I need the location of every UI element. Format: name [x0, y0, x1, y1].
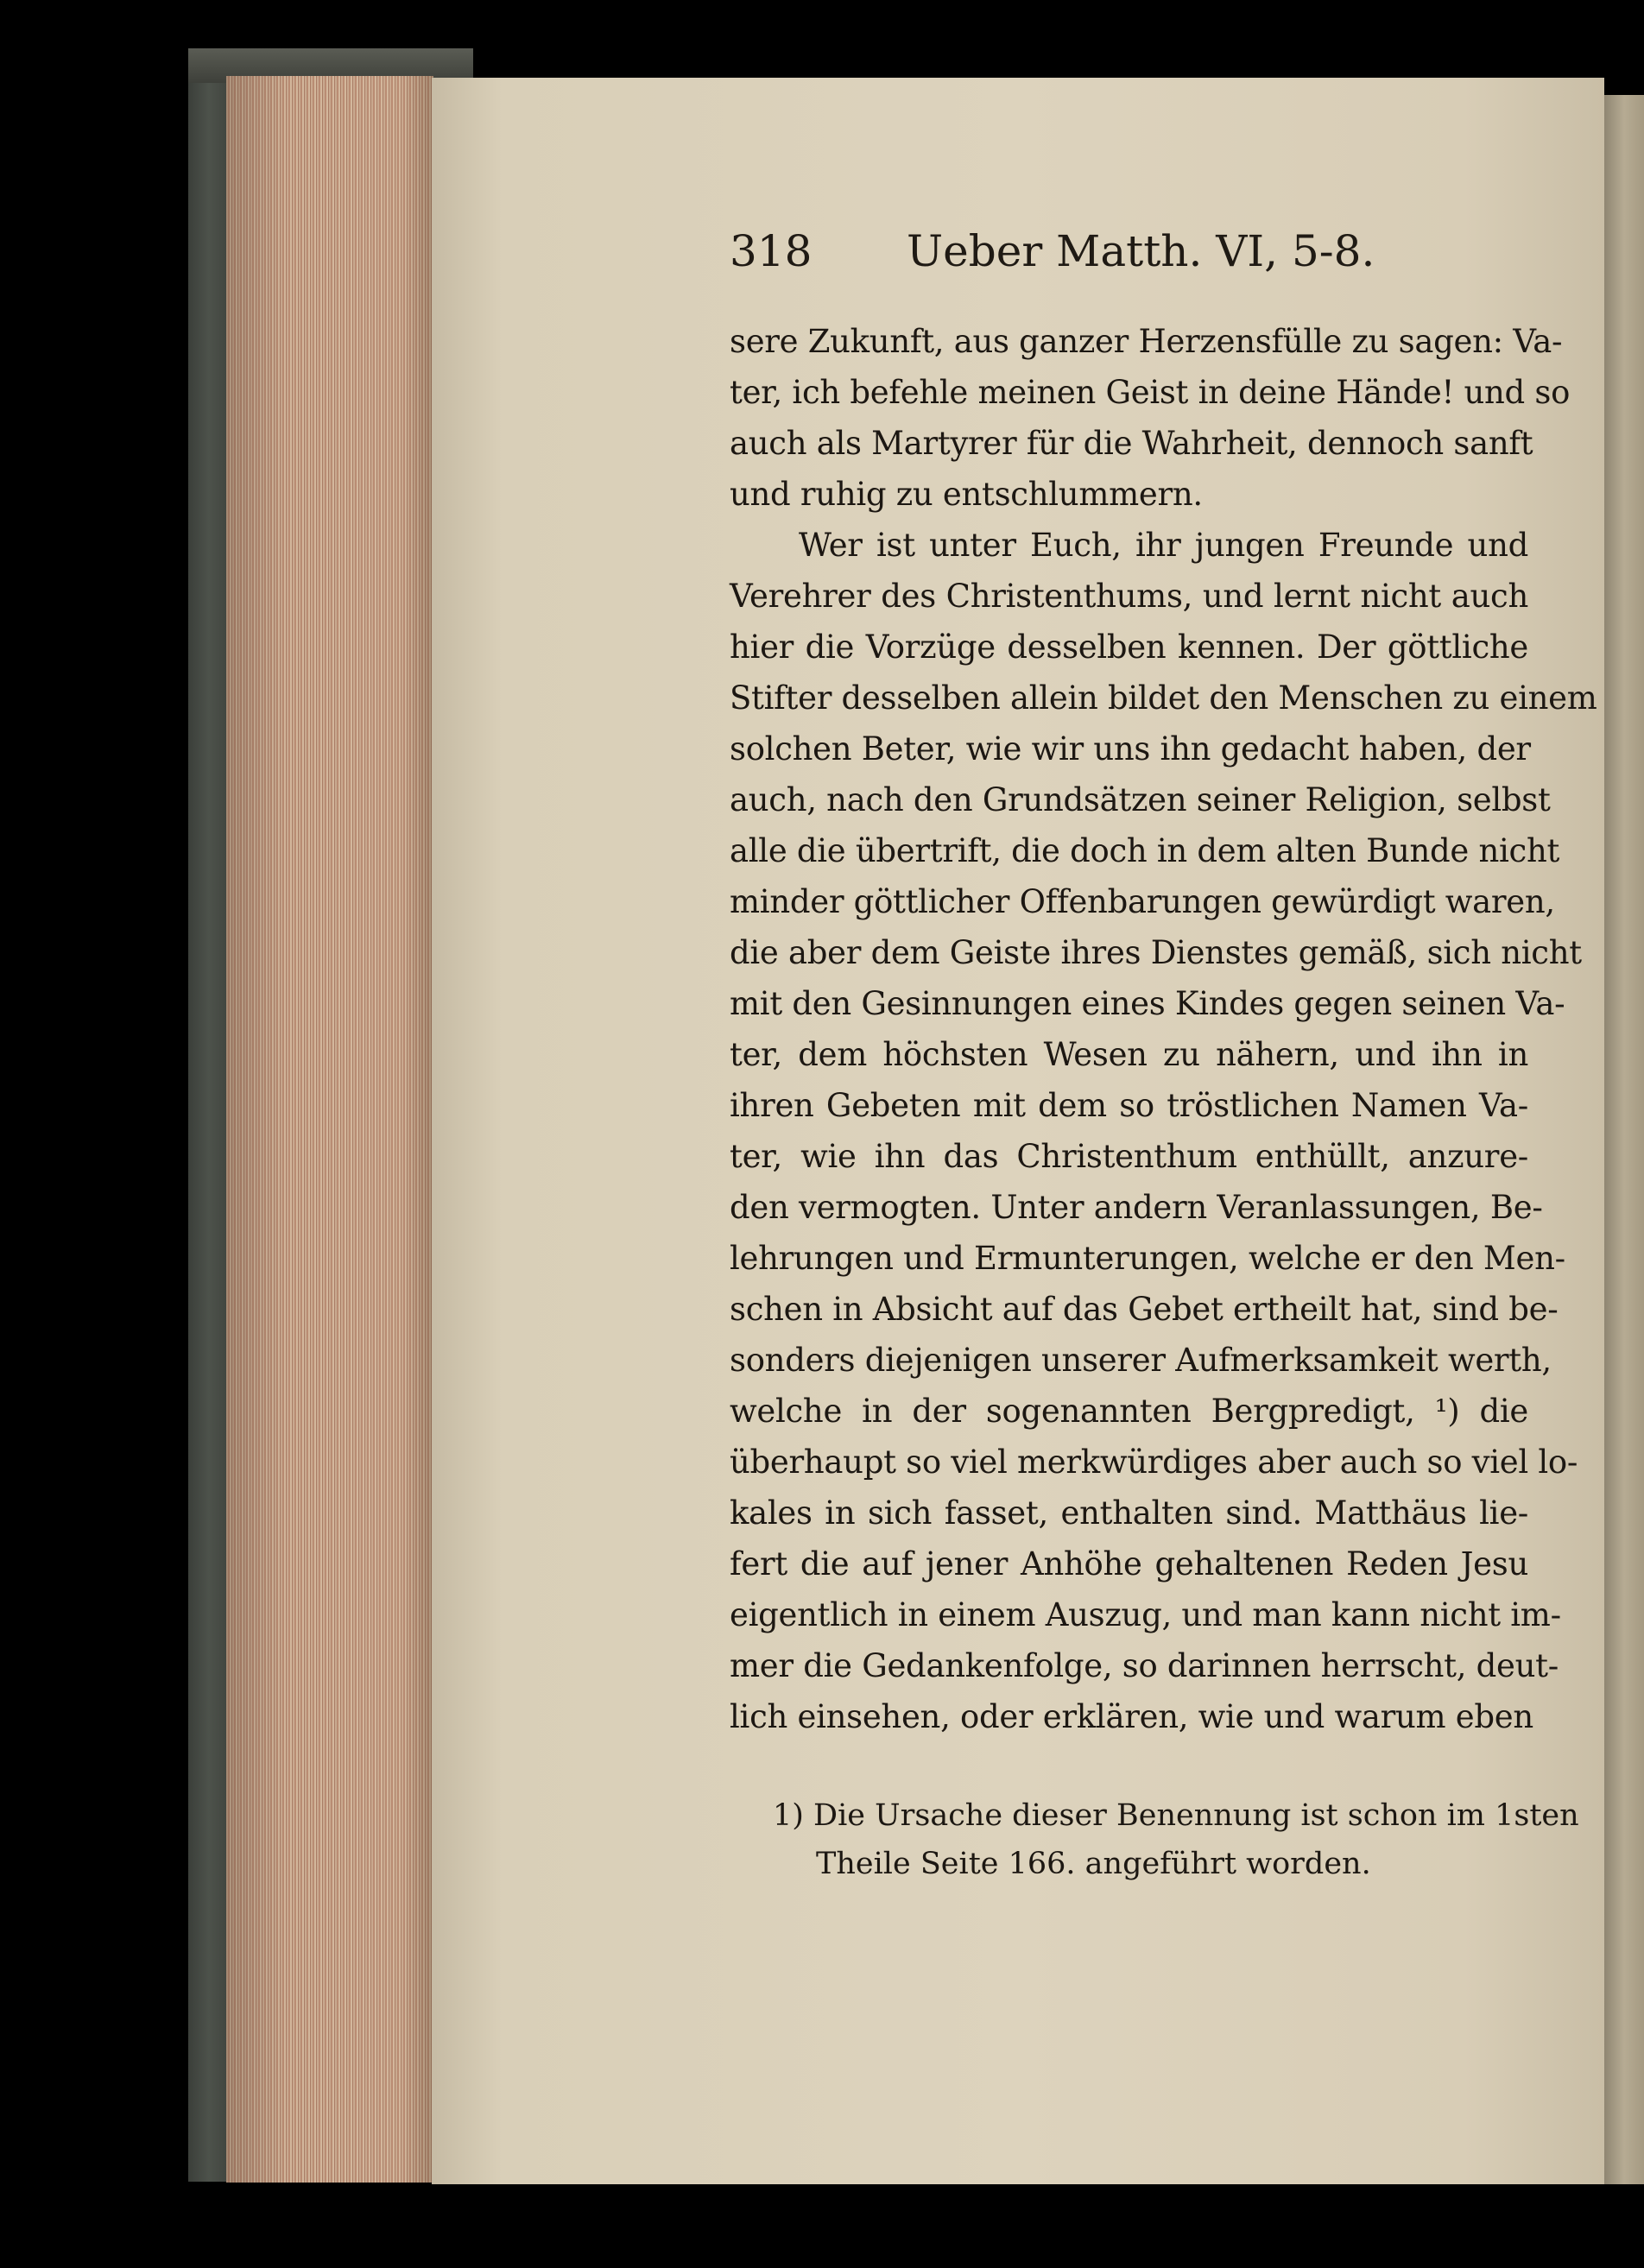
text-line: ihren Gebeten mit dem so tröstlichen Namen Va-	[730, 1087, 1528, 1124]
text-line: solchen Beter, wie wir uns ihn gedacht haben, der	[730, 730, 1531, 768]
running-head	[730, 226, 1507, 287]
text-line: auch als Martyrer für die Wahrheit, dennoch sanft	[730, 425, 1533, 462]
footnote-line: 1) Die Ursache dieser Benennung ist schon im 1sten	[773, 1798, 1579, 1833]
text-line: alle die übertrift, die doch in dem alten Bunde nicht	[730, 832, 1560, 869]
footnote	[773, 1791, 1579, 1888]
text-line: den vermogten. Unter andern Veranlassungen, Be-	[730, 1189, 1543, 1226]
text-line: kales in sich fasset, enthalten sind. Matthäus lie-	[730, 1494, 1528, 1532]
text-line: und ruhig zu entschlummern.	[730, 476, 1203, 513]
text-line: ter, wie ihn das Christenthum enthüllt, anzure-	[730, 1138, 1528, 1175]
text-line: welche in der sogenannten Bergpredigt, ¹) die	[730, 1393, 1528, 1430]
text-line: hier die Vorzüge desselben kennen. Der göttliche	[730, 629, 1528, 666]
text-line: mit den Gesinnungen eines Kindes gegen seinen Va-	[730, 985, 1565, 1022]
text-line: Stifter desselben allein bildet den Menschen zu einem	[730, 679, 1597, 717]
text-line: minder göttlicher Offenbarungen gewürdigt waren,	[730, 883, 1555, 920]
text-line: sonders diejenigen unserer Aufmerksamkeit werth,	[730, 1342, 1552, 1379]
page-number: 318	[730, 226, 813, 276]
text-line: schen in Absicht auf das Gebet ertheilt hat, sind be-	[730, 1291, 1559, 1328]
text-line: lehrungen und Ermunterungen, welche er den Men-	[730, 1240, 1565, 1277]
text-line: mer die Gedankenfolge, so darinnen herrscht, deut-	[730, 1647, 1559, 1684]
text-line: ter, ich befehle meinen Geist in deine Hände! und so	[730, 374, 1571, 411]
text-line: Verehrer des Christenthums, und lernt nicht auch	[730, 578, 1528, 615]
next-page-edge	[1604, 95, 1644, 2184]
text-line: die aber dem Geiste ihres Dienstes gemäß, sich nicht	[730, 934, 1582, 971]
text-line: eigentlich in einem Auszug, und man kann nicht im-	[730, 1596, 1561, 1633]
text-line: überhaupt so viel merkwürdiges aber auch so viel lo-	[730, 1444, 1578, 1481]
text-line: lich einsehen, oder erklären, wie und warum eben	[730, 1698, 1533, 1735]
running-title: Ueber Matth. VI, 5-8.	[907, 226, 1375, 276]
text-line: ter, dem höchsten Wesen zu nähern, und ihn in	[730, 1036, 1528, 1073]
text-line: auch, nach den Grundsätzen seiner Religion, selbst	[730, 781, 1551, 818]
body-text	[730, 316, 1597, 1742]
page-edges-shade	[226, 76, 433, 2183]
footnote-line: Theile Seite 166. angeführt worden.	[816, 1847, 1371, 1881]
text-line: fert die auf jener Anhöhe gehaltenen Reden Jesu	[730, 1545, 1528, 1583]
text-line: sere Zukunft, aus ganzer Herzensfülle zu sagen: Va-	[730, 323, 1563, 360]
text-line: Wer ist unter Euch, ihr jungen Freunde und	[799, 527, 1528, 564]
